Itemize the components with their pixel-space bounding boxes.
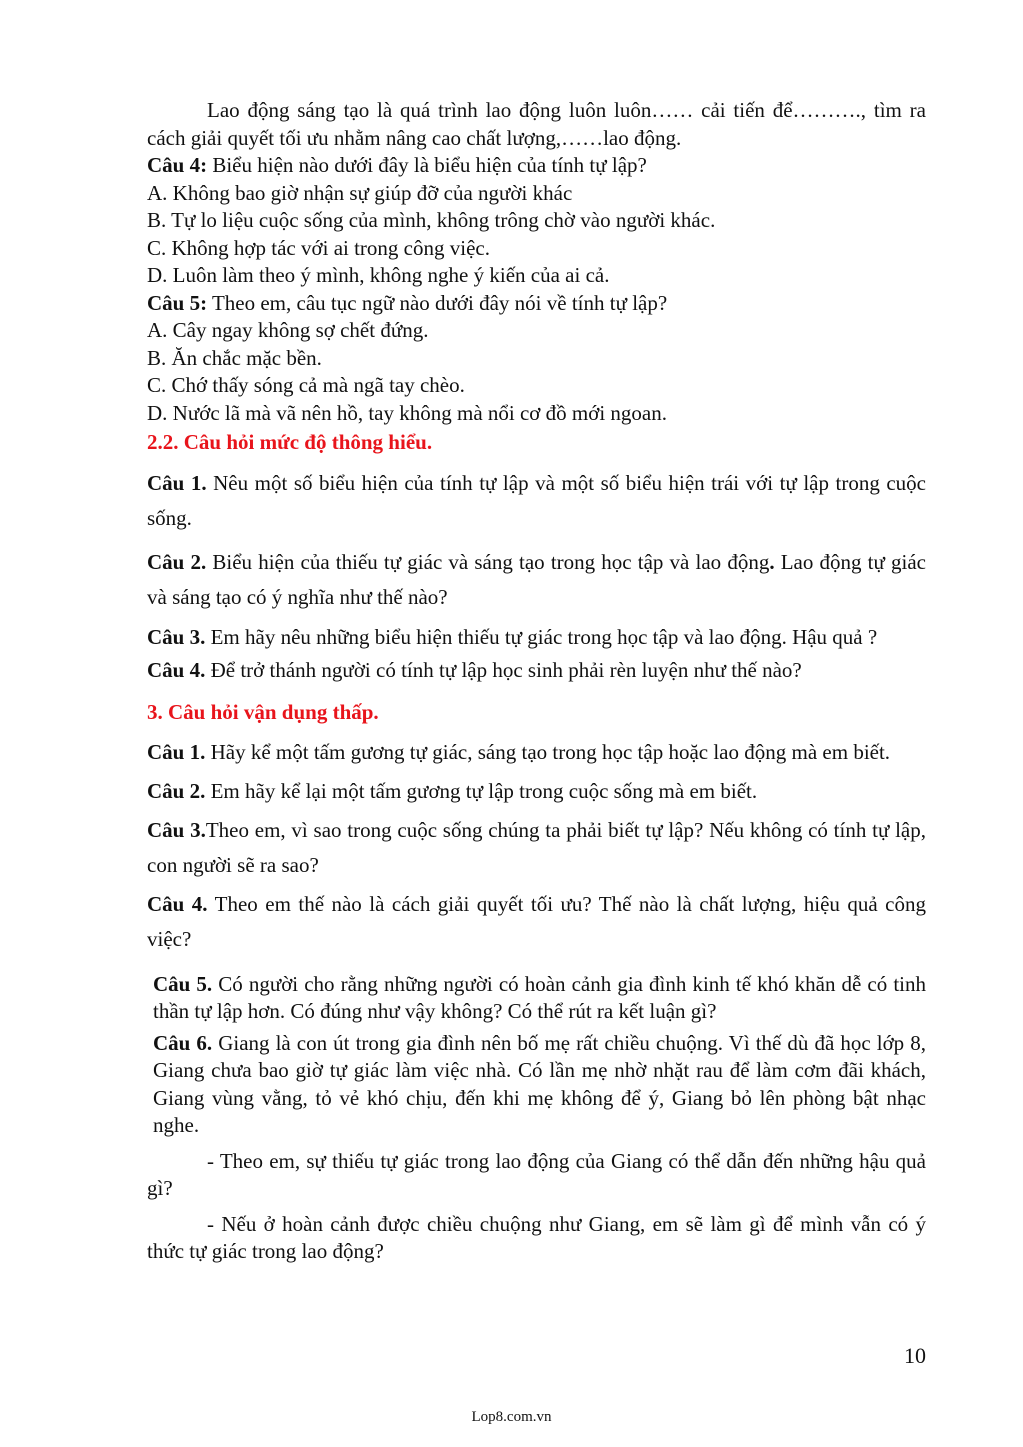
question (147, 778, 926, 806)
sub-question: - Nếu ở hoàn cảnh được chiều chuộng như Giang, em sẽ làm gì để mình vẫn có ý thức tự giác trong lao động? (147, 1211, 926, 1263)
question (147, 971, 926, 1026)
sub-question: - Theo em, sự thiếu tự giác trong lao động của Giang có thể dẫn đến những hậu quả gì? (147, 1148, 926, 1200)
question-label: Câu 6. (153, 1030, 213, 1055)
question-text: Theo em, vì sao trong cuộc sống chúng ta phải biết tự lập? Nếu không có tính tự lập, con người sẽ ra sao? (147, 817, 926, 877)
section-heading-understanding: 2.2. Câu hỏi mức độ thông hiểu. (147, 430, 433, 454)
question (147, 1030, 926, 1140)
question-text: Biểu hiện của thiếu tự giác và sáng tạo trong học tập và lao động (206, 549, 770, 574)
mcq-option: C. Chớ thấy sóng cả mà ngã tay chèo. (147, 373, 465, 397)
question-text: Có người cho rằng những người có hoàn cảnh gia đình kinh tế khó khăn dễ có tinh thần tự lập hơn. Có đúng như vậy không? Có thể rút ra kết luận gì? (153, 971, 926, 1023)
mcq-option: A. Cây ngay không sợ chết đứng. (147, 318, 429, 342)
question-label: Câu 4. (147, 658, 206, 682)
question-text-continued: Lao động tự giác và sáng tạo có ý nghĩa như thế nào? (147, 549, 927, 609)
question (147, 624, 926, 652)
question-bold-period: . (769, 549, 775, 574)
question-text: Theo em thế nào là cách giải quyết tối ưu? Thế nào là chất lượng, hiệu quả công việc? (147, 891, 926, 951)
intro-paragraph: Lao động sáng tạo là quá trình lao động luôn luôn…… cải tiến để………., tìm ra cách giải quyết tối ưu nhằm nâng cao chất lượng,……lao động. (147, 98, 926, 150)
question-label: Câu 3. (147, 817, 206, 842)
question-text: Để trở thánh người có tính tự lập học sinh phải rèn luyện như thế nào? (205, 658, 802, 682)
mcq-option: B. Tự lo liệu cuộc sống của mình, không trông chờ vào người khác. (147, 208, 716, 232)
question-label: Câu 2. (147, 549, 207, 574)
question-text: Nêu một số biểu hiện của tính tự lập và một số biểu hiện trái với tự lập trong cuộc sống. (147, 470, 926, 530)
question (147, 735, 926, 770)
question-label: Câu 1. (147, 470, 207, 495)
question-text: Theo em, câu tục ngữ nào dưới đây nói về tính tự lập? (207, 290, 668, 315)
question (147, 813, 926, 883)
mcq-option: A. Không bao giờ nhận sự giúp đỡ của người khác (147, 180, 573, 205)
mcq-option: C. Không hợp tác với ai trong công việc. (147, 235, 490, 260)
page-number: 10 (904, 1343, 926, 1368)
question-label: Câu 4. (147, 891, 208, 916)
question (147, 545, 926, 615)
mcq-option: D. Luôn làm theo ý mình, không nghe ý kiến của ai cả. (147, 263, 610, 287)
question-label: Câu 1. (147, 740, 206, 764)
question-text: Em hãy kể lại một tấm gương tự lập trong cuộc sống mà em biết. (205, 779, 758, 803)
mcq-question (147, 290, 926, 318)
question-label: Câu 5. (153, 971, 213, 996)
section-heading-application: 3. Câu hỏi vận dụng thấp. (147, 699, 379, 724)
document-body (147, 97, 926, 1266)
question-label: Câu 3. (147, 624, 206, 649)
mcq-question (147, 152, 926, 180)
question-label: Câu 5: (147, 290, 208, 315)
question-text: Biểu hiện nào dưới đây là biểu hiện của tính tự lập? (207, 153, 647, 177)
question-label: Câu 2. (147, 779, 206, 803)
mcq-option: B. Ăn chắc mặc bền. (147, 345, 322, 370)
question (147, 887, 926, 957)
question (147, 657, 926, 685)
question (147, 466, 926, 536)
footer-site-name: Lop8.com.vn (471, 1409, 552, 1425)
question-text: Hãy kể một tấm gương tự giác, sáng tạo trong học tập hoặc lao động mà em biết. (205, 740, 891, 764)
question-text: Em hãy nêu những biểu hiện thiếu tự giác trong học tập và lao động. Hậu quả ? (205, 624, 878, 649)
question-text: Giang là con út trong gia đình nên bố mẹ rất chiều chuộng. Vì thế dù đã học lớp 8, Giang chưa bao giờ tự giác làm việc nhà. Có lần mẹ nhờ nhặt rau để làm cơm đãi khách, Giang vùng vằng, tỏ vẻ khó chịu, đến khi mẹ không để ý, Giang bỏ lên phòng bật nhạc nghe. (153, 1030, 926, 1137)
question-label: Câu 4: (147, 153, 208, 177)
mcq-option: D. Nước lã mà vã nên hồ, tay không mà nổi cơ đồ mới ngoan. (147, 400, 668, 425)
